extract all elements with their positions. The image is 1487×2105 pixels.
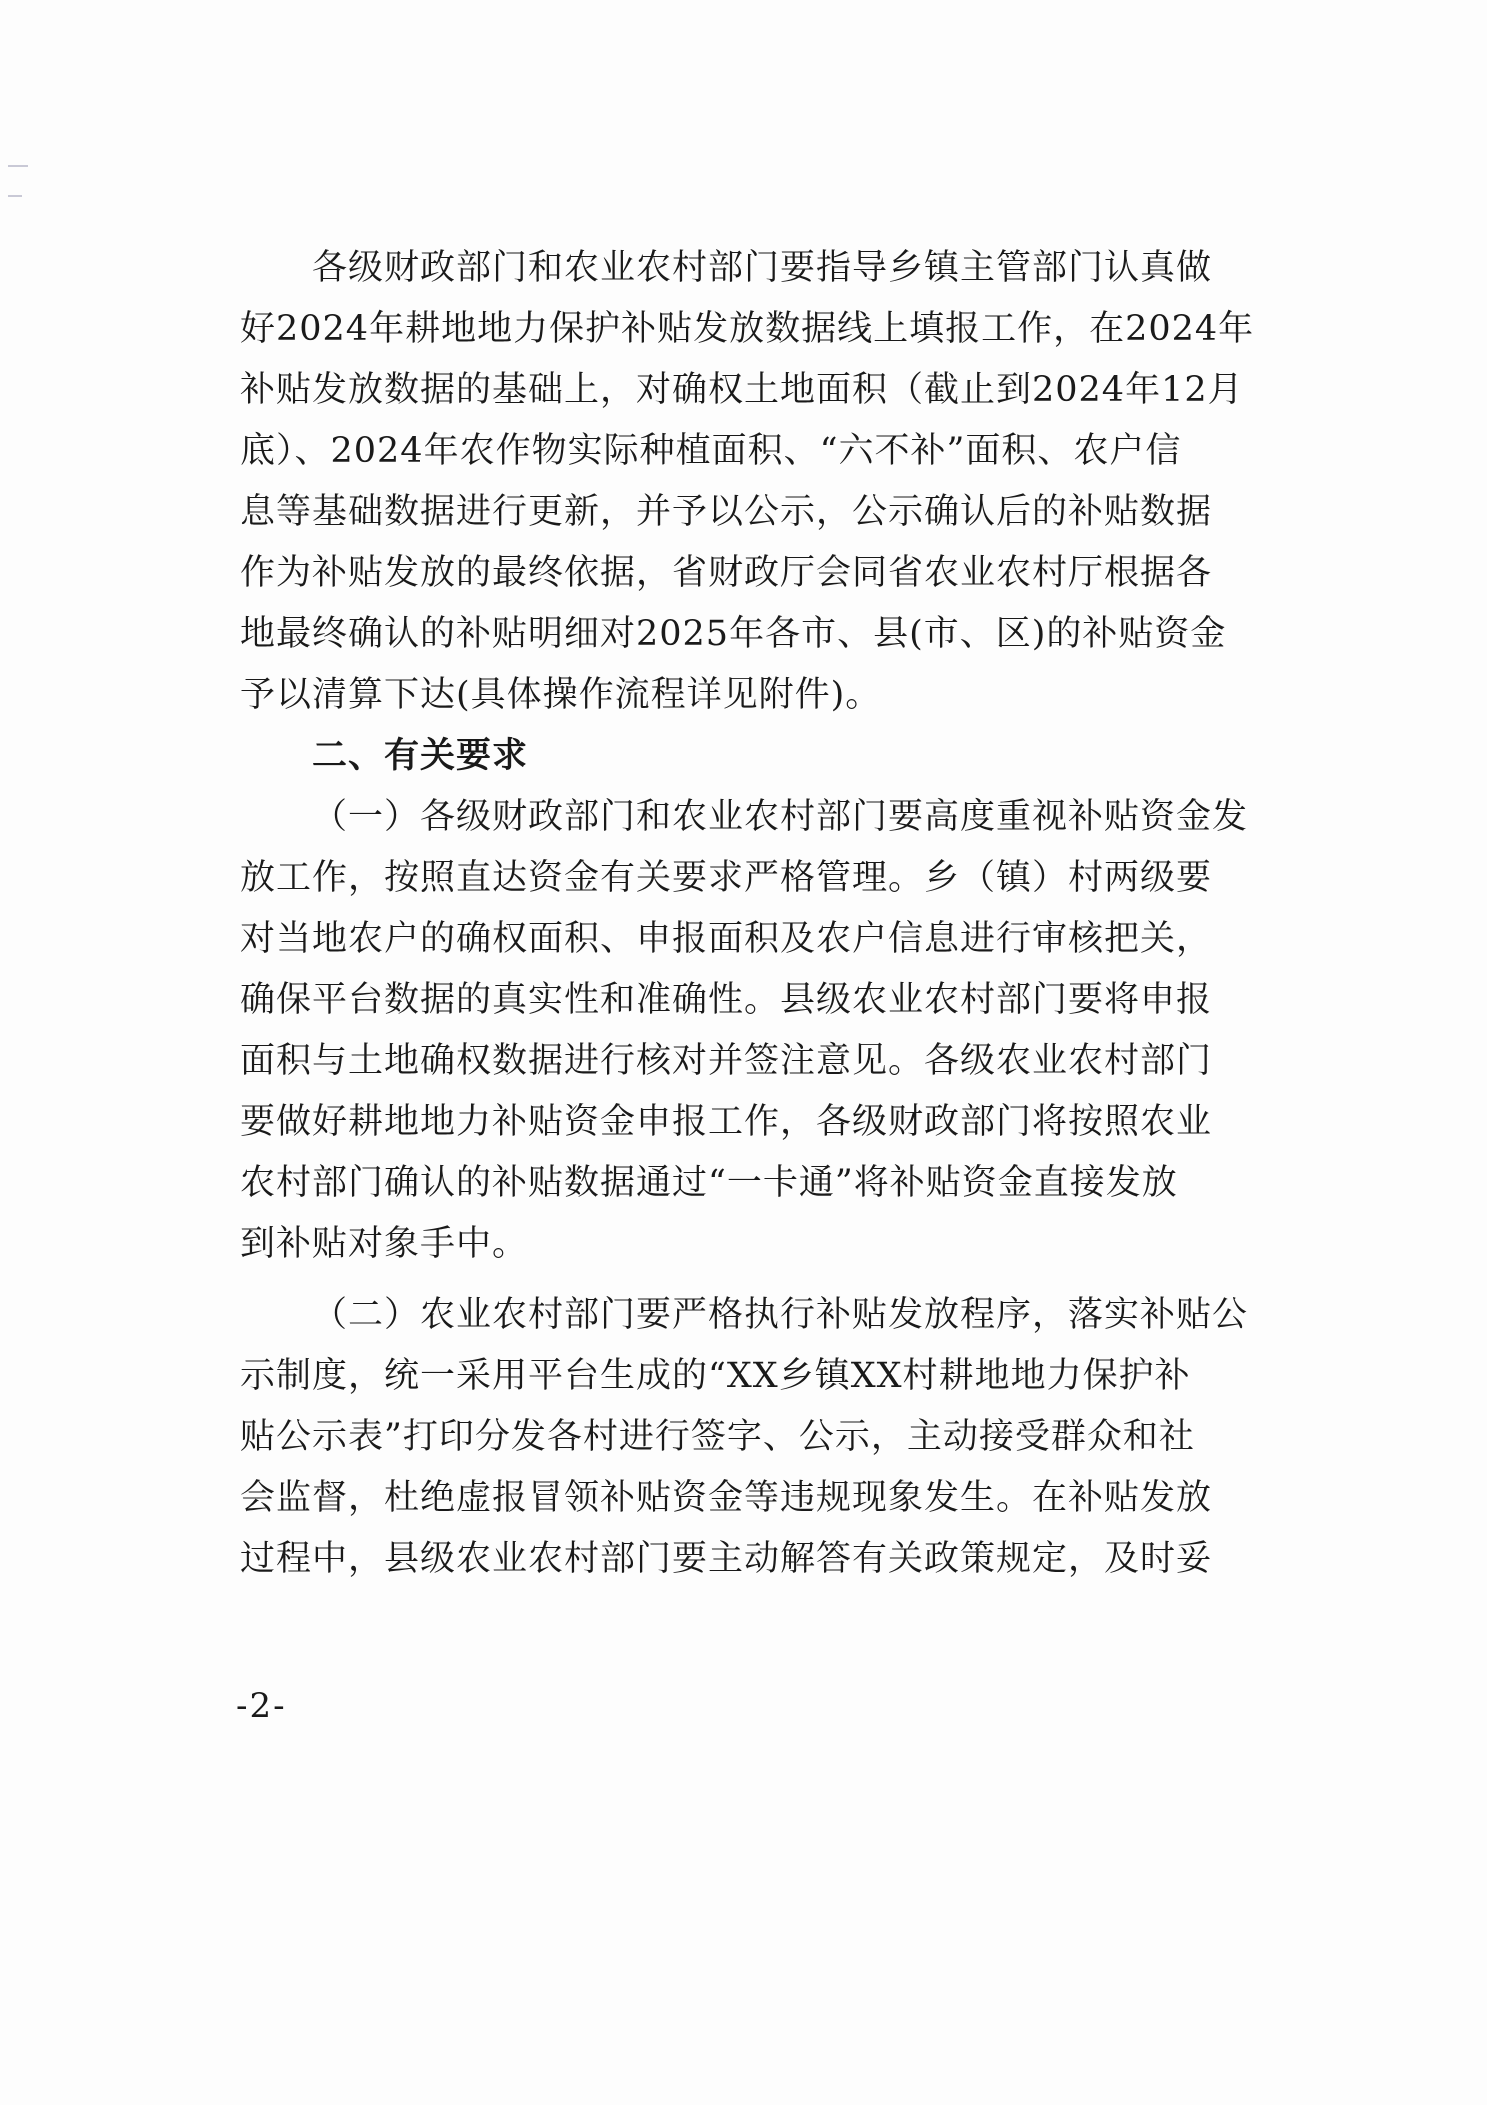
paragraph-2 bbox=[240, 787, 1249, 1275]
text-line: 过程中，县级农业农村部门要主动解答有关政策规定，及时妥 bbox=[240, 1539, 1213, 1579]
paragraph-1 bbox=[240, 238, 1255, 726]
text-line: 面积与土地确权数据进行核对并签注意见。各级农业农村部门 bbox=[240, 1041, 1213, 1081]
text-line: 好2024年耕地地力保护补贴发放数据线上填报工作，在2024年 bbox=[240, 309, 1255, 349]
text-line: 予以清算下达(具体操作流程详见附件)。 bbox=[240, 675, 882, 715]
page-number: -2- bbox=[236, 1686, 287, 1726]
text-line: 贴公示表”打印分发各村进行签字、公示，主动接受群众和社 bbox=[240, 1417, 1195, 1457]
text-line: 到补贴对象手中。 bbox=[240, 1224, 529, 1264]
text-line: 放工作，按照直达资金有关要求严格管理。乡（镇）村两级要 bbox=[240, 858, 1213, 898]
text-line: 农村部门确认的补贴数据通过“一卡通”将补贴资金直接发放 bbox=[240, 1163, 1178, 1203]
text-line: （一）各级财政部门和农业农村部门要高度重视补贴资金发 bbox=[312, 797, 1249, 837]
text-line: 息等基础数据进行更新，并予以公示，公示确认后的补贴数据 bbox=[240, 492, 1213, 532]
text-line: 会监督，杜绝虚报冒领补贴资金等违规现象发生。在补贴发放 bbox=[240, 1478, 1213, 1518]
text-line: 底）、2024年农作物实际种植面积、“六不补”面积、农户信 bbox=[240, 431, 1182, 471]
text-line: 对当地农户的确权面积、申报面积及农户信息进行审核把关， bbox=[240, 919, 1213, 959]
text-line: 作为补贴发放的最终依据，省财政厅会同省农业农村厅根据各 bbox=[240, 553, 1213, 593]
text-line: 示制度，统一采用平台生成的“XX乡镇XX村耕地地力保护补 bbox=[240, 1356, 1191, 1396]
text-line: 补贴发放数据的基础上，对确权土地面积（截止到2024年12月 bbox=[240, 370, 1244, 410]
document-body bbox=[240, 238, 1255, 1590]
text-line: 各级财政部门和农业农村部门要指导乡镇主管部门认真做 bbox=[312, 248, 1213, 288]
scan-artifact bbox=[8, 165, 28, 167]
text-line: 地最终确认的补贴明细对2025年各市、县(市、区)的补贴资金 bbox=[240, 614, 1227, 654]
paragraph-3 bbox=[240, 1285, 1249, 1590]
section-heading: 二、有关要求 bbox=[312, 736, 529, 776]
text-line: （二）农业农村部门要严格执行补贴发放程序，落实补贴公 bbox=[312, 1295, 1249, 1335]
text-line: 确保平台数据的真实性和准确性。县级农业农村部门要将申报 bbox=[240, 980, 1213, 1020]
text-line: 要做好耕地地力补贴资金申报工作，各级财政部门将按照农业 bbox=[240, 1102, 1213, 1142]
scan-artifact bbox=[8, 195, 22, 197]
